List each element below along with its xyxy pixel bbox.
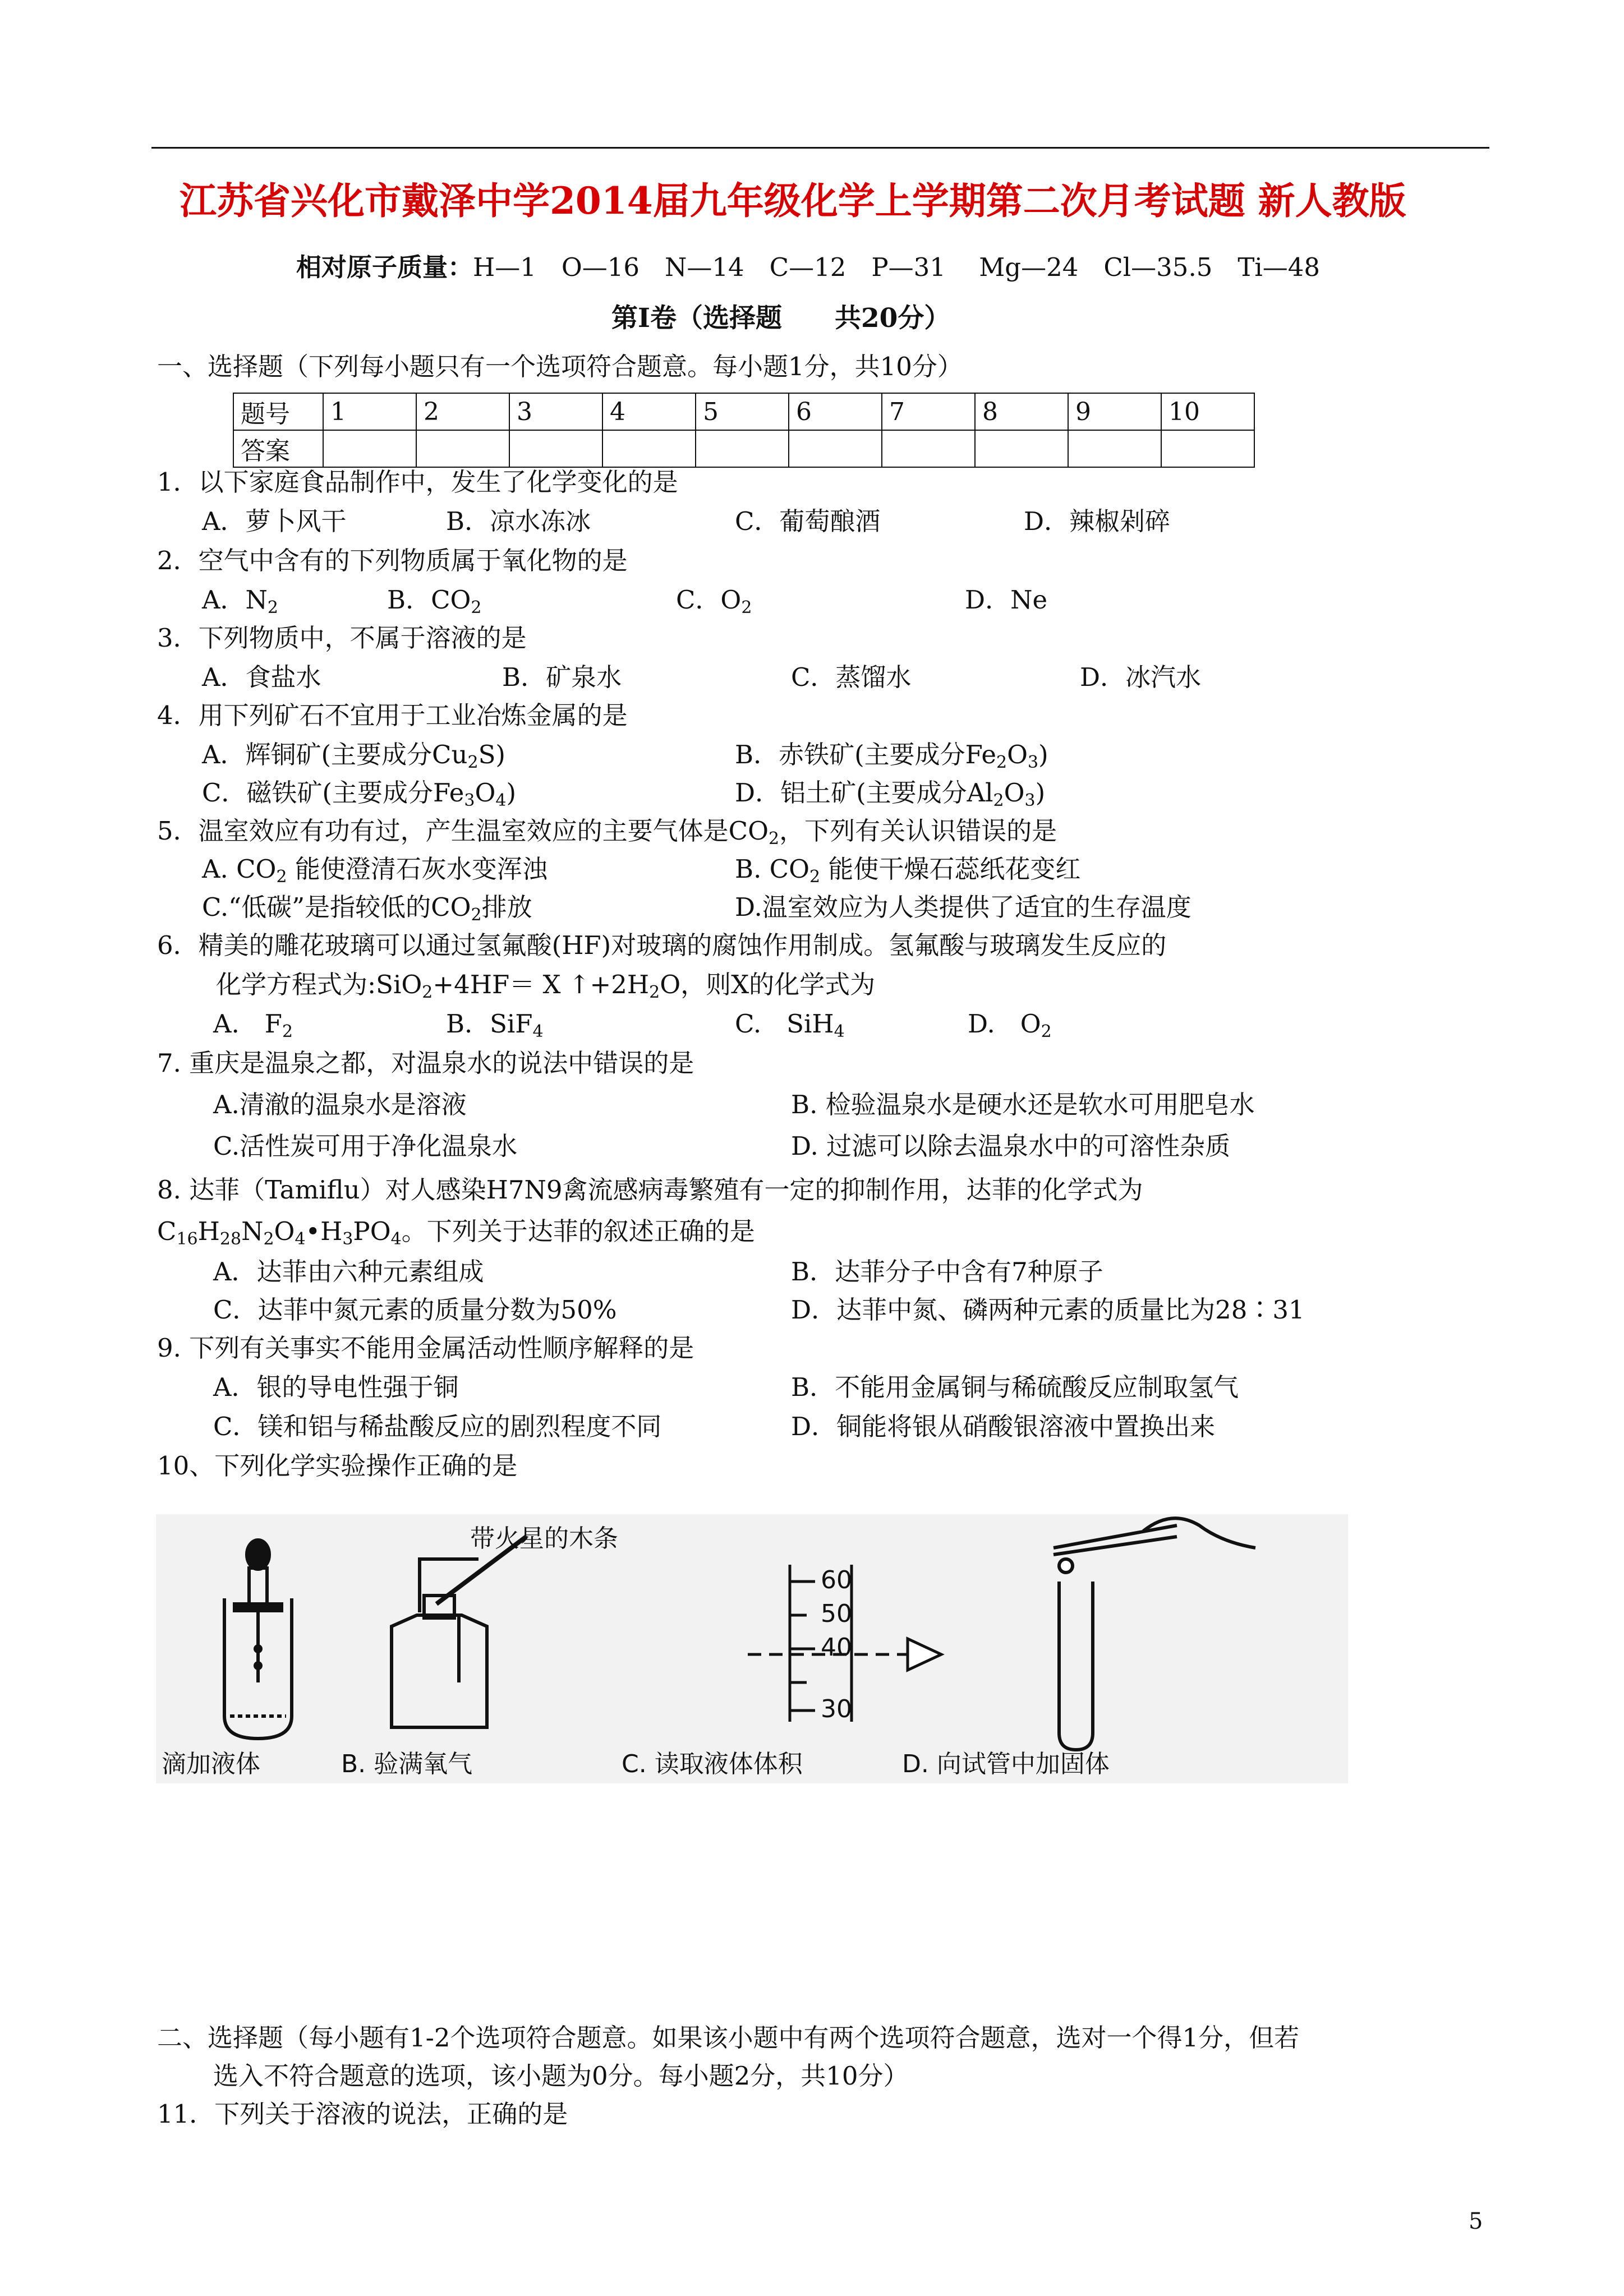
q1-option-b: B．凉水冻冰 (446, 506, 591, 536)
tick-label: 60 (821, 1566, 852, 1594)
atomic-masses-values: H—1 O—16 N—14 C—12 P—31 Mg—24 Cl—35.5 Ti—48 (473, 252, 1321, 282)
table-row (233, 430, 1254, 467)
q9-option-b: B．不能用金属铜与稀硫酸反应制取氢气 (791, 1372, 1239, 1402)
table-cell: 6 (789, 393, 882, 430)
q4-option-d: D．铝土矿(主要成分$Al_2O_3$) (735, 778, 1046, 810)
q7-option-a: A.清澈的温泉水是溶液 (213, 1090, 467, 1119)
q3-stem: 3．下列物质中，不属于溶液的是 (157, 623, 527, 653)
table-cell: 5 (696, 393, 789, 430)
q2-stem: 2．空气中含有的下列物质属于氧化物的是 (157, 546, 628, 575)
q8-option-b: B．达菲分子中含有7种原子 (791, 1257, 1103, 1287)
q7-option-c: C.活性炭可用于净化温泉水 (213, 1131, 518, 1161)
q4-stem: 4．用下列矿石不宜用于工业冶炼金属的是 (157, 700, 628, 730)
q6-option-a: A. $F_2$ (213, 1009, 293, 1041)
answer-cell[interactable] (602, 430, 696, 467)
lab-operations-figure (156, 1514, 1348, 1783)
top-rule (151, 147, 1489, 149)
q4-option-c: C．磁铁矿(主要成分$Fe_3O_4$) (202, 778, 517, 810)
answer-cell[interactable] (416, 430, 509, 467)
q5-option-d: D.温室效应为人类提供了适宜的生存温度 (735, 892, 1191, 922)
table-cell: 2 (416, 393, 509, 430)
q2-option-a: A．$N_2$ (202, 585, 278, 617)
q2-option-d: D．Ne (965, 585, 1048, 615)
q5-option-c: C.“低碳”是指较低的$CO_2$排放 (202, 892, 532, 925)
tick-label: 50 (821, 1599, 852, 1628)
section1-heading: 一、选择题（下列每小题只有一个选项符合题意。每小题1分，共10分） (157, 352, 963, 381)
table-cell: 4 (602, 393, 696, 430)
splint-label: 带火星的木条 (470, 1524, 618, 1553)
atomic-masses-label: 相对原子质量： (296, 252, 473, 282)
page-number: 5 (1469, 2209, 1483, 2234)
q9-stem: 9. 下列有关事实不能用金属活动性顺序解释的是 (157, 1333, 694, 1363)
caption-a: 滴加液体 (162, 1750, 260, 1778)
q3-option-a: A．食盐水 (202, 662, 321, 692)
q7-option-d: D. 过滤可以除去温泉水中的可溶性杂质 (791, 1131, 1231, 1161)
q1-stem: 1．以下家庭食品制作中，发生了化学变化的是 (157, 467, 678, 497)
table-cell: 7 (882, 393, 975, 430)
caption-c: C. 读取液体体积 (622, 1750, 803, 1778)
q6-option-b: B．SiF$_4$ (446, 1009, 544, 1041)
q3-option-d: D．冰汽水 (1080, 662, 1202, 692)
q7-stem: 7. 重庆是温泉之都，对温泉水的说法中错误的是 (157, 1048, 694, 1078)
q4-option-a: A．辉铜矿(主要成分$Cu_2S$) (202, 740, 505, 772)
q8-option-c: C．达菲中氮元素的质量分数为50% (213, 1295, 617, 1325)
atomic-masses (296, 247, 1320, 283)
q4-option-b: B．赤铁矿(主要成分$Fe_2O_3$) (735, 740, 1048, 772)
q1-option-d: D．辣椒剁碎 (1024, 506, 1171, 536)
q6-option-c: C. SiH$_4$ (735, 1009, 845, 1041)
answer-cell[interactable] (789, 430, 882, 467)
q6-option-d: D. $O_2$ (968, 1009, 1052, 1041)
q9-option-c: C．镁和铝与稀盐酸反应的剧烈程度不同 (213, 1412, 662, 1441)
q8-option-a: A．达菲由六种元素组成 (213, 1257, 484, 1287)
q5-stem: 5．温室效应有功有过，产生温室效应的主要气体是$CO_2$，下列有关认识错误的是 (157, 816, 1057, 849)
answer-cell[interactable] (975, 430, 1068, 467)
table-cell: 3 (509, 393, 602, 430)
table-cell: 8 (975, 393, 1068, 430)
answer-cell[interactable] (323, 430, 416, 467)
answer-cell[interactable] (882, 430, 975, 467)
tick-label: 40 (821, 1633, 852, 1662)
caption-d: D. 向试管中加固体 (902, 1750, 1110, 1778)
q1-option-c: C．葡萄酿酒 (735, 506, 881, 536)
q8-stem: 8. 达菲（Tamiflu）对人感染H7N9禽流感病毒繁殖有一定的抑制作用，达菲的化学式为 (157, 1175, 1143, 1205)
section2-heading-line1: 二、选择题（每小题有1-2个选项符合题意。如果该小题中有两个选项符合题意，选对一个得1分，但若 (157, 2023, 1300, 2053)
answer-table (233, 393, 1255, 468)
answer-cell[interactable] (509, 430, 602, 467)
table-cell: 题号 (233, 393, 323, 430)
table-row (233, 393, 1254, 430)
q11-stem: 11．下列关于溶液的说法，正确的是 (157, 2099, 568, 2129)
q6-stem: 6．精美的雕花玻璃可以通过氢氟酸(HF)对玻璃的腐蚀作用制成。氢氟酸与玻璃发生反应的 (157, 930, 1167, 960)
q7-option-b: B. 检验温泉水是硬水还是软水可用肥皂水 (791, 1090, 1255, 1119)
table-cell: 9 (1068, 393, 1161, 430)
tick-label: 30 (821, 1695, 852, 1723)
table-cell: 1 (323, 393, 416, 430)
answer-cell[interactable] (696, 430, 789, 467)
document-title: 江苏省兴化市戴泽中学2014届九年级化学上学期第二次月考试题 新人教版 (180, 179, 1406, 223)
table-cell: 10 (1161, 393, 1254, 430)
q10-stem: 10、下列化学实验操作正确的是 (157, 1451, 518, 1481)
answer-cell[interactable] (1161, 430, 1254, 467)
q6-equation: 化学方程式为:SiO$_2$+4HF＝ X $↑+2H_2O$，则X的化学式为 (216, 970, 876, 1002)
q8-option-d: D．达菲中氮、磷两种元素的质量比为28∶31 (791, 1295, 1305, 1325)
caption-b: B. 验满氧气 (341, 1750, 473, 1778)
table-cell: 答案 (233, 430, 323, 467)
q3-option-c: C．蒸馏水 (791, 662, 912, 692)
q1-option-a: A．萝卜风干 (202, 506, 347, 536)
section2-heading-line2: 选入不符合题意的选项，该小题为0分。每小题2分，共10分） (213, 2061, 909, 2091)
q2-option-c: C．$O_2$ (676, 585, 752, 617)
q9-option-d: D．铜能将银从硝酸银溶液中置换出来 (791, 1412, 1216, 1441)
q2-option-b: B．$CO_2$ (387, 585, 482, 617)
q5-option-b: B. $CO_2$ 能使干燥石蕊纸花变红 (735, 854, 1081, 887)
q3-option-b: B．矿泉水 (502, 662, 622, 692)
q8-formula: $C_{16}H_{28}N_2O_4•H_3PO_4$。下列关于达菲的叙述正确的是 (157, 1216, 755, 1249)
q5-option-a: A. $CO_2$ 能使澄清石灰水变浑浊 (202, 854, 548, 887)
volume-heading: 第Ⅰ卷（选择题 共20分） (611, 303, 951, 334)
q9-option-a: A．银的导电性强于铜 (213, 1372, 459, 1402)
answer-cell[interactable] (1068, 430, 1161, 467)
